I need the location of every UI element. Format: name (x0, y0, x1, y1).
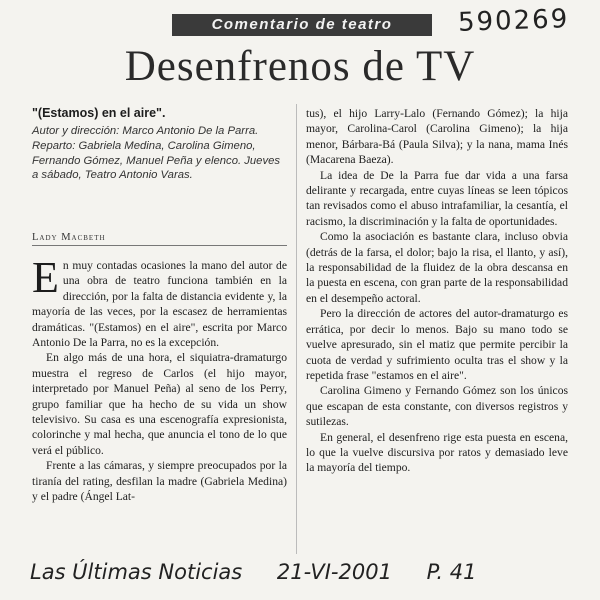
article-left-column (32, 253, 287, 505)
play-credits: Autor y dirección: Marco Antonio De la Parra. Reparto: Gabriela Medina, Carolina Gimeno, Fernando Gómez, Manuel Peña y elenco. Jueves a sábado, Teatro Antonio Varas. (32, 125, 281, 182)
paragraph-4: tus), el hijo Larry-Lalo (Fernando Gómez); la hija mayor, Carolina-Carol (Carolina Gimeno); la hija menor, Bárbara-Bá (Paula Silva); y la nana, mama Inés (Macarena Baeza). (306, 107, 568, 167)
handwritten-footer (30, 560, 590, 584)
column-divider (296, 104, 297, 554)
paragraph-6: Como la asociación es bastante clara, incluso obvia (detrás de la farsa, el dolor; bajo la risa, el llanto, y así), la responsabilidad de la fluidez de la obra descansa en la puesta en escena, con gran parte de la responsabilidad en el desempeño actoral. (306, 230, 568, 305)
paragraph-1 (32, 253, 287, 350)
article-right-column (306, 106, 568, 476)
paragraph-3: Frente a las cámaras, y siempre preocupados por la tiranía del rating, desfilan la madre (Gabriela Medina) y el padre (Ángel Lat- (32, 459, 287, 504)
paragraph-8: Carolina Gimeno y Fernando Gómez son los únicos que escapan de esta constante, con diversos registros y sutilezas. (306, 384, 568, 429)
paragraph-1-text: n muy contadas ocasiones la mano del autor de una obra de teatro funciona también en la dirección, por la falta de distancia evidente y, la mayoría de las veces, por la escasez de herramientas dramáticas. "(Estamos) en el aire", escrita por Marco Antonio De la Parra, no es la excepción. (32, 259, 287, 350)
headline: Desenfrenos de TV (124, 43, 476, 90)
paragraph-7: Pero la dirección de actores del autor-dramaturgo es errática, por decir lo menos. Bajo su mano todo se vuelve apresurado, sin el matiz que permite percibir la cuota de verdad y sufrimiento oculta tras el show y la repetida frase "estamos en el aire". (306, 307, 568, 382)
section-banner: Comentario de teatro (172, 14, 432, 36)
byline: Lady Macbeth (32, 232, 106, 243)
byline-divider (32, 245, 287, 246)
archive-number: 590269 (457, 4, 570, 38)
handwritten-page: P. 41 (426, 560, 477, 584)
handwritten-date: 21-VI-2001 (276, 560, 392, 584)
paragraph-2: En algo más de una hora, el siquiatra-dramaturgo muestra el regreso de Carlos (el hijo mayor, interpretado por Manuel Peña) al seno de los Perry, grupo familiar que ha hecho de su vida un show televisivo. Su casa es una escenografía expresionista, colorinche y mal hecha, que anuncia el tono de lo que verá el público. (32, 351, 287, 457)
play-title: "(Estamos) en el aire". (32, 106, 166, 120)
drop-cap: E (32, 253, 59, 302)
handwritten-source: Las Últimas Noticias (30, 560, 243, 584)
paragraph-5: La idea de De la Parra fue dar vida a una farsa delirante y recargada, entre cuyas líneas se leen tópicos tan revisados como el abuso intrafamiliar, la cesantía, el racismo, la discriminación y la falta de oportunidades. (306, 168, 568, 228)
paragraph-9: En general, el desenfreno rige esta puesta en escena, lo que la vuelve discursiva por ratos y demasiado leve la mayoría del tiempo. (306, 430, 568, 475)
